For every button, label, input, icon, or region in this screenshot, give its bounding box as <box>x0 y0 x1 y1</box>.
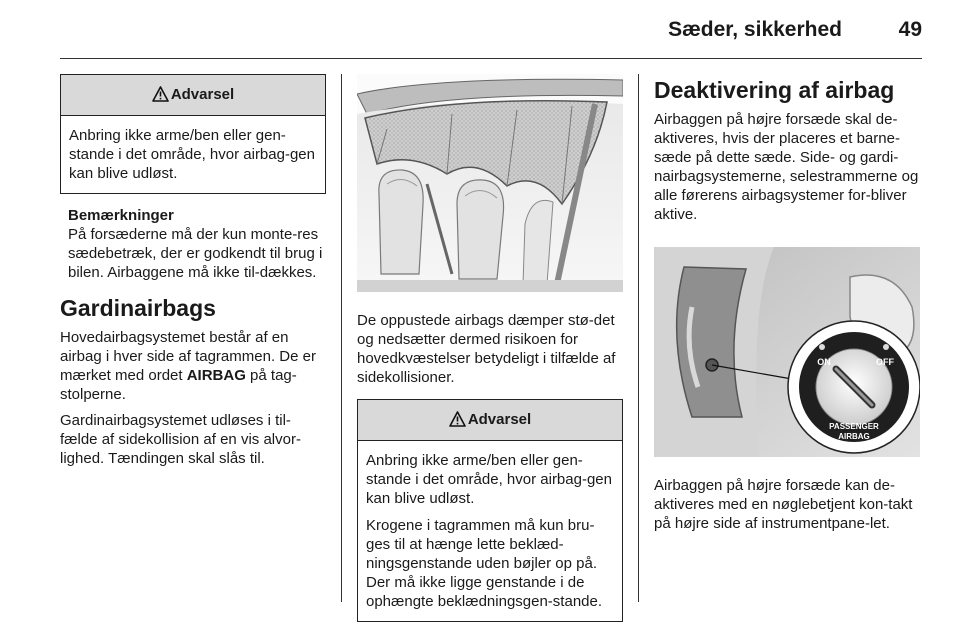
section-title-deactivation: Deaktivering af airbag <box>654 77 895 103</box>
column-divider-1 <box>341 74 342 602</box>
image-caption: De oppustede airbags dæmper stø-det og nedsætter dermed risikoen for hovedkvæstelser betydeligt i tilfælde af sidekollisioner. <box>357 312 616 386</box>
airbag-switch-illustration <box>654 247 920 457</box>
paragraph-text: på tag-stolperne. <box>60 367 297 403</box>
paragraph-airbag-system <box>60 328 326 404</box>
note-title: Bemærkninger <box>68 207 174 224</box>
warning-triangle-icon <box>152 86 169 102</box>
warning-triangle-icon <box>449 411 466 427</box>
header-divider <box>60 58 922 59</box>
column-divider-2 <box>638 74 639 602</box>
warning-text-2: Krogene i tagrammen må kun bru-ges til at hænge lette beklæd-ningsgenstande uden bøjler op på. Der må ikke ligge genstande i de ophængte beklædningsgen-stande. <box>366 517 603 610</box>
paragraph-deactivation: Airbaggen på højre forsæde skal de-aktiveres, hvis der placeres et barne-sæde på dette sæde. Side- og gardi-nairbagsystemerne, selestrammerne og alle førerens airbagsystemer for-bliver aktive. <box>654 111 919 223</box>
column-1 <box>60 74 326 475</box>
switch-airbag-label: AIRBAG <box>838 432 870 441</box>
warning-header <box>61 75 325 116</box>
paragraph-text: Hovedairbagsystemet består af en airbag i hver side af tagrammen. De er mærket med ordet <box>60 329 316 384</box>
warning-heading: Advarsel <box>170 86 235 103</box>
airbag-keyword: AIRBAG <box>186 367 246 384</box>
switch-off-label: OFF <box>876 357 894 367</box>
warning-body <box>61 116 325 193</box>
warning-header <box>358 400 622 441</box>
column-3 <box>654 74 922 540</box>
note-text: På forsæderne må der kun monte-res sædebetræk, der er godkendt til brug i bilen. Airbaggene må ikke til-dækkes. <box>68 226 323 281</box>
switch-on-label: ON <box>817 357 831 367</box>
column-2 <box>357 74 623 622</box>
warning-body <box>358 441 622 621</box>
paragraph-key-switch: Airbaggen på højre forsæde kan de-aktiveres med en nøglebetjent kon-takt på højre side af instrumentpane-let. <box>654 477 913 532</box>
warning-heading: Advarsel <box>467 411 532 428</box>
warning-text-1: Anbring ikke arme/ben eller gen-stande i det område, hvor airbag-gen kan blive udløst. <box>366 452 612 507</box>
note-block <box>60 206 326 282</box>
warning-box-1 <box>60 74 326 194</box>
section-title-gardinairbags: Gardinairbags <box>60 295 216 321</box>
page-header-title: Sæder, sikkerhed <box>668 18 842 41</box>
warning-box-2 <box>357 399 623 622</box>
paragraph-curtain-deploy: Gardinairbagsystemet udløses i til-fælde af sidekollision af en vis alvor-lighed. Tændingen skal slås til. <box>60 412 301 467</box>
switch-passenger-label: PASSENGER <box>829 422 879 431</box>
curtain-airbag-illustration <box>357 74 623 292</box>
warning-text: Anbring ikke arme/ben eller gen-stande i det område, hvor airbag-gen kan blive udløst. <box>69 127 315 182</box>
page-number: 49 <box>898 18 922 41</box>
